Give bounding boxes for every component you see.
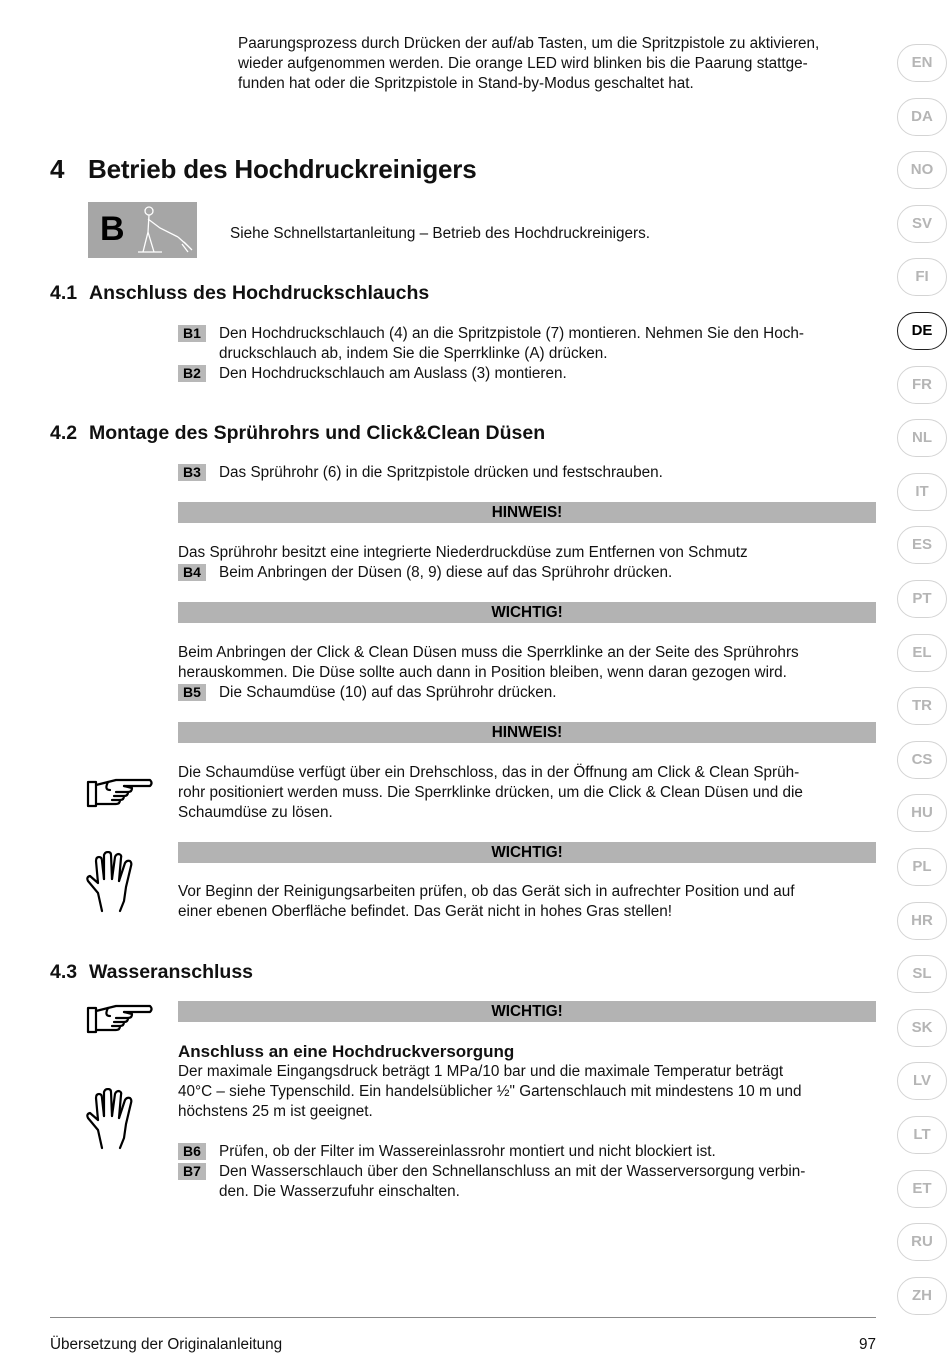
supply-line: Der maximale Eingangsdruck beträgt 1 MPa/10 bar und die maximale Temperatur beträgt — [178, 1063, 784, 1080]
language-tab-es[interactable]: ES — [897, 526, 947, 564]
language-tab-no[interactable]: NO — [897, 151, 947, 189]
language-tab-zh[interactable]: ZH — [897, 1277, 947, 1315]
warning-bar: WICHTIG! — [178, 602, 876, 623]
language-tab-sl[interactable]: SL — [897, 955, 947, 993]
language-tab-sk[interactable]: SK — [897, 1009, 947, 1047]
page-number: 97 — [858, 1336, 876, 1353]
notice-text — [178, 763, 878, 823]
step-b7 — [178, 1162, 878, 1202]
step-badge: B6 — [178, 1143, 206, 1160]
intro-line: Paarungsprozess durch Drücken der auf/ab Tasten, um die Spritzpistole zu aktivieren, — [238, 35, 820, 52]
quickstart-letter: B — [100, 210, 125, 248]
footer-divider — [50, 1317, 876, 1318]
language-tab-fi[interactable]: FI — [897, 258, 947, 296]
notice-line: Schaumdüse zu lösen. — [178, 804, 333, 821]
supply-line: höchstens 25 m ist geeignet. — [178, 1103, 373, 1120]
language-tab-da[interactable]: DA — [897, 98, 947, 136]
step-badge: B2 — [178, 365, 206, 382]
step-b2 — [178, 364, 878, 384]
warning-bar: WICHTIG! — [178, 1001, 876, 1022]
section-4-2-heading — [50, 422, 545, 445]
language-tab-cs[interactable]: CS — [897, 741, 947, 779]
chapter-heading — [50, 154, 476, 185]
language-tab-de[interactable]: DE — [897, 312, 947, 350]
language-tab-lt[interactable]: LT — [897, 1116, 947, 1154]
step-badge: B1 — [178, 325, 206, 342]
notice-line: rohr positioniert werden muss. Die Sperrklinke drücken, um die Click & Clean Düsen und die — [178, 784, 803, 801]
language-tab-el[interactable]: EL — [897, 634, 947, 672]
warning-line: einer ebenen Oberfläche befindet. Das Gerät nicht in hohes Gras stellen! — [178, 903, 673, 920]
pressure-washer-worker-icon — [132, 204, 196, 256]
section-4-1-heading — [50, 282, 429, 305]
step-line: Beim Anbringen der Düsen (8, 9) diese auf das Sprührohr drücken. — [219, 564, 673, 581]
step-b1 — [178, 324, 878, 364]
supply-text — [178, 1062, 878, 1122]
step-b3 — [178, 463, 878, 483]
step-badge: B3 — [178, 464, 206, 481]
intro-line: wieder aufgenommen werden. Die orange LED wird blinken bis die Paarung stattge- — [238, 55, 808, 72]
language-tab-et[interactable]: ET — [897, 1170, 947, 1208]
chapter-title: Betrieb des Hochdruckreinigers — [88, 154, 477, 184]
step-badge: B5 — [178, 684, 206, 701]
intro-line: funden hat oder die Spritzpistole in Stand-by-Modus geschaltet hat. — [238, 75, 694, 92]
section-4-3-heading — [50, 961, 253, 984]
pointing-hand-icon — [86, 776, 154, 810]
warning-line: Vor Beginn der Reinigungsarbeiten prüfen, ob das Gerät sich in aufrechter Position und auf — [178, 883, 795, 900]
notice-bar: HINWEIS! — [178, 722, 876, 743]
language-tab-pt[interactable]: PT — [897, 580, 947, 618]
step-badge: B4 — [178, 564, 206, 581]
step-line: druckschlauch ab, indem Sie die Sperrklinke (A) drücken. — [219, 345, 608, 362]
section-number: 4.3 — [50, 961, 78, 983]
language-tab-en[interactable]: EN — [897, 44, 947, 82]
notice-bar: HINWEIS! — [178, 502, 876, 523]
intro-paragraph — [238, 34, 878, 94]
step-line: Den Wasserschlauch über den Schnellanschluss an mit der Wasserversorgung verbin- — [219, 1163, 806, 1180]
section-number: 4.2 — [50, 422, 78, 444]
language-tab-hr[interactable]: HR — [897, 902, 947, 940]
language-tab-ru[interactable]: RU — [897, 1223, 947, 1261]
language-tab-tr[interactable]: TR — [897, 687, 947, 725]
notice-line: Die Schaumdüse verfügt über ein Drehschloss, das in der Öffnung am Click & Clean Sprüh- — [178, 764, 800, 781]
warning-line: herauskommen. Die Düse sollte auch dann in Position bleiben, wenn daran gezogen wird. — [178, 664, 787, 681]
language-tab-lv[interactable]: LV — [897, 1062, 947, 1100]
section-title: Anschluss des Hochdruckschlauchs — [89, 282, 430, 304]
warning-line: Beim Anbringen der Click & Clean Düsen muss die Sperrklinke an der Seite des Sprührohrs — [178, 644, 799, 661]
language-tab-hu[interactable]: HU — [897, 794, 947, 832]
subsection-title: Anschluss an eine Hochdruckversorgung — [178, 1042, 515, 1061]
warning-text — [178, 643, 878, 683]
section-title: Wasseranschluss — [89, 961, 254, 983]
language-tab-it[interactable]: IT — [897, 473, 947, 511]
quickstart-text: Siehe Schnellstartanleitung – Betrieb des Hochdruckreinigers. — [230, 225, 651, 242]
language-tab-nl[interactable]: NL — [897, 419, 947, 457]
pointing-hand-icon — [86, 1002, 154, 1036]
footer-text: Übersetzung der Originalanleitung — [50, 1336, 283, 1353]
language-tab-fr[interactable]: FR — [897, 366, 947, 404]
step-b5 — [178, 683, 878, 703]
warning-text — [178, 882, 878, 922]
supply-line: 40°C – siehe Typenschild. Ein handelsüblicher ½" Gartenschlauch mit mindestens 10 m und — [178, 1083, 802, 1100]
chapter-number: 4 — [50, 154, 65, 184]
step-badge: B7 — [178, 1163, 206, 1180]
step-b4 — [178, 563, 878, 583]
language-tab-pl[interactable]: PL — [897, 848, 947, 886]
step-b6 — [178, 1142, 878, 1162]
section-title: Montage des Sprührohrs und Click&Clean Düsen — [89, 422, 546, 444]
raised-hand-icon — [84, 851, 142, 915]
notice-text: Das Sprührohr besitzt eine integrierte Niederdruckdüse zum Entfernen von Schmutz — [178, 544, 748, 561]
step-line: Die Schaumdüse (10) auf das Sprührohr drücken. — [219, 684, 557, 701]
step-line: Prüfen, ob der Filter im Wassereinlassrohr montiert und nicht blockiert ist. — [219, 1143, 716, 1160]
step-line: Den Hochdruckschlauch (4) an die Spritzpistole (7) montieren. Nehmen Sie den Hoch- — [219, 325, 804, 342]
section-number: 4.1 — [50, 282, 78, 304]
quickstart-chip — [88, 202, 197, 258]
language-tab-sv[interactable]: SV — [897, 205, 947, 243]
raised-hand-icon — [84, 1088, 142, 1152]
warning-bar: WICHTIG! — [178, 842, 876, 863]
step-line: Den Hochdruckschlauch am Auslass (3) montieren. — [219, 365, 567, 382]
step-line: Das Sprührohr (6) in die Spritzpistole drücken und festschrauben. — [219, 464, 663, 481]
step-line: den. Die Wasserzufuhr einschalten. — [219, 1183, 460, 1200]
